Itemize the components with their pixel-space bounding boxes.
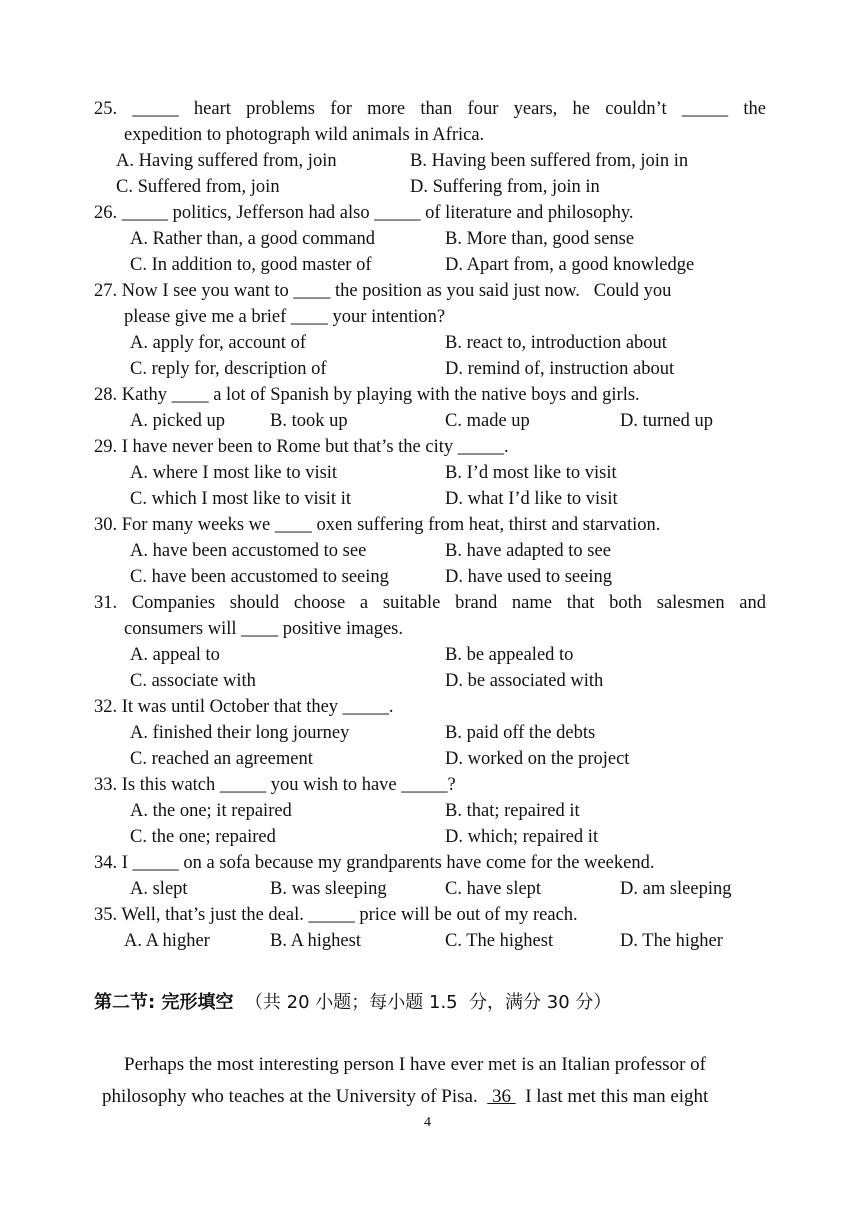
question-35-stem: 35. Well, that’s just the deal. _____ price will be out of my reach. <box>94 905 578 925</box>
page-number: 4 <box>424 1115 431 1130</box>
question-32-stem: 32. It was until October that they _____. <box>94 697 394 717</box>
question-27-stem-cont: please give me a brief ____ your intention? <box>124 307 446 327</box>
question-28-option-a: A. picked up <box>130 411 226 431</box>
question-30-option-b: B. have adapted to see <box>445 541 611 561</box>
passage-line-2 <box>102 1084 708 1110</box>
question-35-option-a: A. A higher <box>124 931 210 951</box>
question-30-option-a: A. have been accustomed to see <box>130 541 367 561</box>
question-29-option-b: B. I’d most like to visit <box>445 463 617 483</box>
question-33-option-a: A. the one; it repaired <box>130 801 292 821</box>
question-26-option-b: B. More than, good sense <box>445 229 635 249</box>
question-29-option-a: A. where I most like to visit <box>130 463 338 483</box>
passage-line-2-end: I last met this man eight <box>525 1086 709 1107</box>
question-28-option-c: C. made up <box>445 411 530 431</box>
question-25-option-a: A. Having suffered from, join <box>116 151 337 171</box>
question-27-option-b: B. react to, introduction about <box>445 333 667 353</box>
question-35-option-b: B. A highest <box>270 931 361 951</box>
question-32-option-a: A. finished their long journey <box>130 723 350 743</box>
question-33-stem: 33. Is this watch _____ you wish to have _____? <box>94 775 456 795</box>
question-27-option-c: C. reply for, description of <box>130 359 327 379</box>
question-34-option-a: A. slept <box>130 879 188 899</box>
question-34-option-d: D. am sleeping <box>620 879 732 899</box>
question-28-option-d: D. turned up <box>620 411 713 431</box>
question-34-option-c: C. have slept <box>445 879 542 899</box>
question-35-option-c: C. The highest <box>445 931 554 951</box>
question-32-option-b: B. paid off the debts <box>445 723 596 743</box>
question-30-option-c: C. have been accustomed to seeing <box>130 567 389 587</box>
question-29-stem: 29. I have never been to Rome but that’s the city _____. <box>94 437 509 457</box>
passage-line-2-start: philosophy who teaches at the University of Pisa. <box>102 1086 478 1107</box>
question-26-option-a: A. Rather than, a good command <box>130 229 376 249</box>
question-30-option-d: D. have used to seeing <box>445 567 612 587</box>
question-31-stem: 31. Companies should choose a suitable brand name that both salesmen and <box>94 593 766 613</box>
question-27-option-a: A. apply for, account of <box>130 333 306 353</box>
question-27-option-d: D. remind of, instruction about <box>445 359 675 379</box>
section-note: （共 20 小题；每小题 1.5 分，满分 30 分） <box>244 992 612 1013</box>
question-31-option-c: C. associate with <box>130 671 256 691</box>
question-28-option-b: B. took up <box>270 411 348 431</box>
question-33-option-d: D. which; repaired it <box>445 827 599 847</box>
question-33-option-b: B. that; repaired it <box>445 801 580 821</box>
question-31-option-a: A. appeal to <box>130 645 220 665</box>
question-28-stem: 28. Kathy ____ a lot of Spanish by playing with the native boys and girls. <box>94 385 640 405</box>
question-25-stem: 25. _____ heart problems for more than four years, he couldn’t _____ the <box>94 99 766 119</box>
question-25-option-b: B. Having been suffered from, join in <box>410 151 689 171</box>
question-26-option-c: C. In addition to, good master of <box>130 255 372 275</box>
question-29-option-c: C. which I most like to visit it <box>130 489 351 509</box>
question-25-option-d: D. Suffering from, join in <box>410 177 600 197</box>
question-31-option-d: D. be associated with <box>445 671 604 691</box>
question-25-option-c: C. Suffered from, join <box>116 177 280 197</box>
question-35-option-d: D. The higher <box>620 931 723 951</box>
question-29-option-d: D. what I’d like to visit <box>445 489 618 509</box>
passage-line-1: Perhaps the most interesting person I have ever met is an Italian professor of <box>124 1054 706 1075</box>
section-title: 第二节: 完形填空 <box>94 992 234 1013</box>
blank-36: 36 <box>491 1086 511 1107</box>
question-34-option-b: B. was sleeping <box>270 879 387 899</box>
question-33-option-c: C. the one; repaired <box>130 827 276 847</box>
question-25-stem-cont: expedition to photograph wild animals in Africa. <box>124 125 485 145</box>
section-heading <box>94 990 611 1016</box>
question-31-option-b: B. be appealed to <box>445 645 574 665</box>
question-30-stem: 30. For many weeks we ____ oxen suffering from heat, thirst and starvation. <box>94 515 661 535</box>
question-32-option-c: C. reached an agreement <box>130 749 313 769</box>
question-32-option-d: D. worked on the project <box>445 749 630 769</box>
question-27-stem: 27. Now I see you want to ____ the position as you said just now. Could you <box>94 281 672 301</box>
question-31-stem-cont: consumers will ____ positive images. <box>124 619 404 639</box>
question-26-stem: 26. _____ politics, Jefferson had also _____ of literature and philosophy. <box>94 203 634 223</box>
question-34-stem: 34. I _____ on a sofa because my grandparents have come for the weekend. <box>94 853 655 873</box>
question-26-option-d: D. Apart from, a good knowledge <box>445 255 695 275</box>
